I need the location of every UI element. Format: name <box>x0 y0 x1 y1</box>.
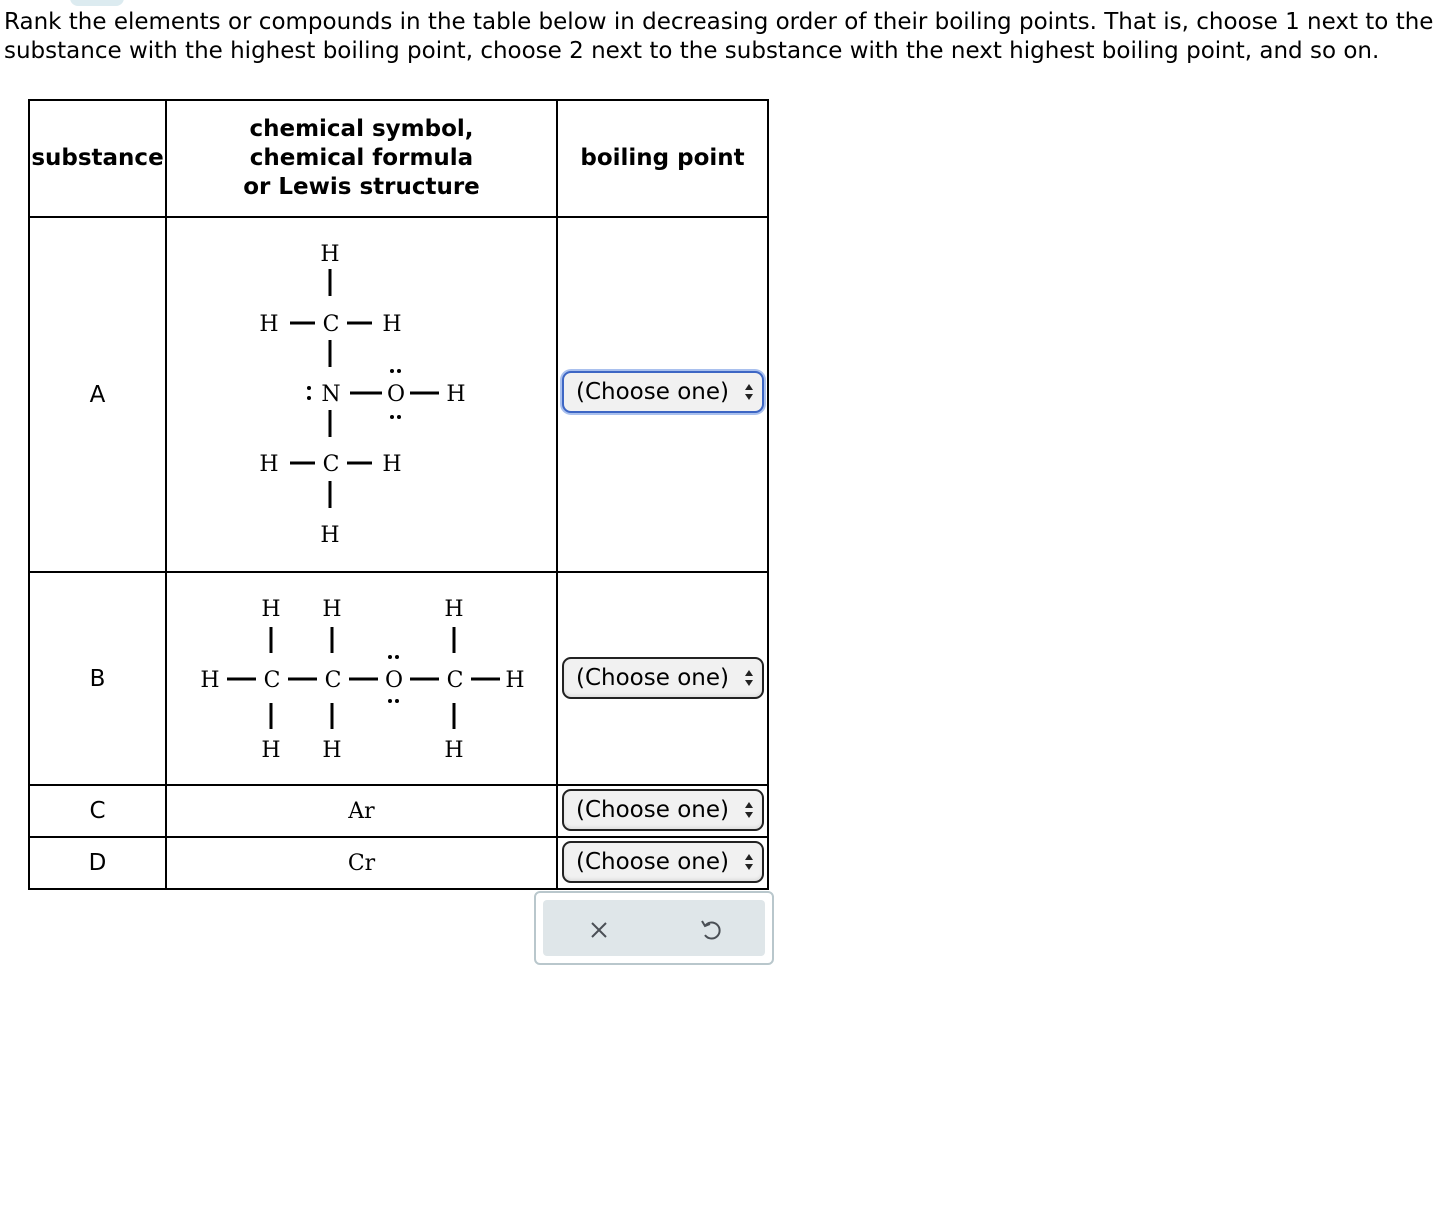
lewis-structure-a <box>166 217 557 572</box>
instructions <box>4 8 1433 66</box>
atom-h: H <box>261 597 281 622</box>
boiling-point-cell-a <box>557 217 768 572</box>
atom-h: H <box>320 242 340 267</box>
row-label-b: B <box>29 572 166 785</box>
atom-c: C <box>324 668 342 693</box>
header-formula-line-1: chemical symbol, <box>249 116 474 142</box>
atom-c: C <box>322 312 340 337</box>
atom-c: C <box>322 452 340 477</box>
atom-h: H <box>200 668 220 693</box>
table-row <box>29 217 768 572</box>
boiling-point-cell-d <box>557 837 768 889</box>
atom-c: C <box>263 668 281 693</box>
atom-o: O <box>386 382 406 407</box>
atom-h: H <box>505 668 525 693</box>
undo-button[interactable] <box>691 910 731 950</box>
atom-h: H <box>259 312 279 337</box>
header-formula-line-3: or Lewis structure <box>243 174 480 200</box>
select-arrows-icon <box>744 801 754 819</box>
atom-h: H <box>261 738 281 763</box>
x-icon <box>579 910 619 950</box>
select-arrows-icon <box>744 669 754 687</box>
rank-select-d-value: (Choose one) <box>576 849 729 875</box>
boiling-point-cell-c <box>557 785 768 837</box>
rank-select-a[interactable] <box>562 371 764 413</box>
atom-c: C <box>446 668 464 693</box>
undo-icon <box>691 910 731 950</box>
lewis-b-atoms <box>167 573 558 784</box>
instructions-line-2: substance with the highest boiling point, choose 2 next to the substance with the next highest boiling point, and so on. <box>4 38 1380 64</box>
select-arrows-icon <box>744 383 754 401</box>
atom-h: H <box>444 597 464 622</box>
action-panel-inner <box>543 900 765 956</box>
header-boiling-point: boiling point <box>557 100 768 217</box>
boiling-point-cell-b <box>557 572 768 785</box>
atom-h: H <box>322 738 342 763</box>
formula-c: Ar <box>166 785 557 837</box>
row-label-d: D <box>29 837 166 889</box>
action-panel <box>534 891 774 965</box>
rank-select-a-value: (Choose one) <box>576 379 729 405</box>
rank-select-b-value: (Choose one) <box>576 665 729 691</box>
lewis-structure-b <box>166 572 557 785</box>
table-row <box>29 837 768 889</box>
ranking-table <box>28 99 769 890</box>
atom-h: H <box>322 597 342 622</box>
row-label-c: C <box>29 785 166 837</box>
table-row <box>29 572 768 785</box>
top-tab-decoration <box>70 0 124 6</box>
atom-h: H <box>444 738 464 763</box>
atom-h: H <box>320 523 340 548</box>
header-substance: substance <box>29 100 166 217</box>
row-label-a: A <box>29 217 166 572</box>
table-row <box>29 785 768 837</box>
atom-h: H <box>259 452 279 477</box>
atom-h: H <box>382 312 402 337</box>
lewis-a-atoms <box>167 218 558 571</box>
instructions-line-1: Rank the elements or compounds in the table below in decreasing order of their boiling points. That is, choose 1 next to the <box>4 9 1433 35</box>
rank-select-d[interactable] <box>562 841 764 883</box>
rank-select-b[interactable] <box>562 657 764 699</box>
atom-h: H <box>446 382 466 407</box>
atom-n: N <box>321 382 341 407</box>
header-formula-line-2: chemical formula <box>249 145 474 171</box>
formula-d: Cr <box>166 837 557 889</box>
rank-select-c-value: (Choose one) <box>576 797 729 823</box>
atom-o: O <box>384 668 404 693</box>
header-row <box>29 100 768 217</box>
rank-select-c[interactable] <box>562 789 764 831</box>
header-formula <box>166 100 557 217</box>
select-arrows-icon <box>744 853 754 871</box>
clear-button[interactable] <box>579 910 619 950</box>
atom-h: H <box>382 452 402 477</box>
